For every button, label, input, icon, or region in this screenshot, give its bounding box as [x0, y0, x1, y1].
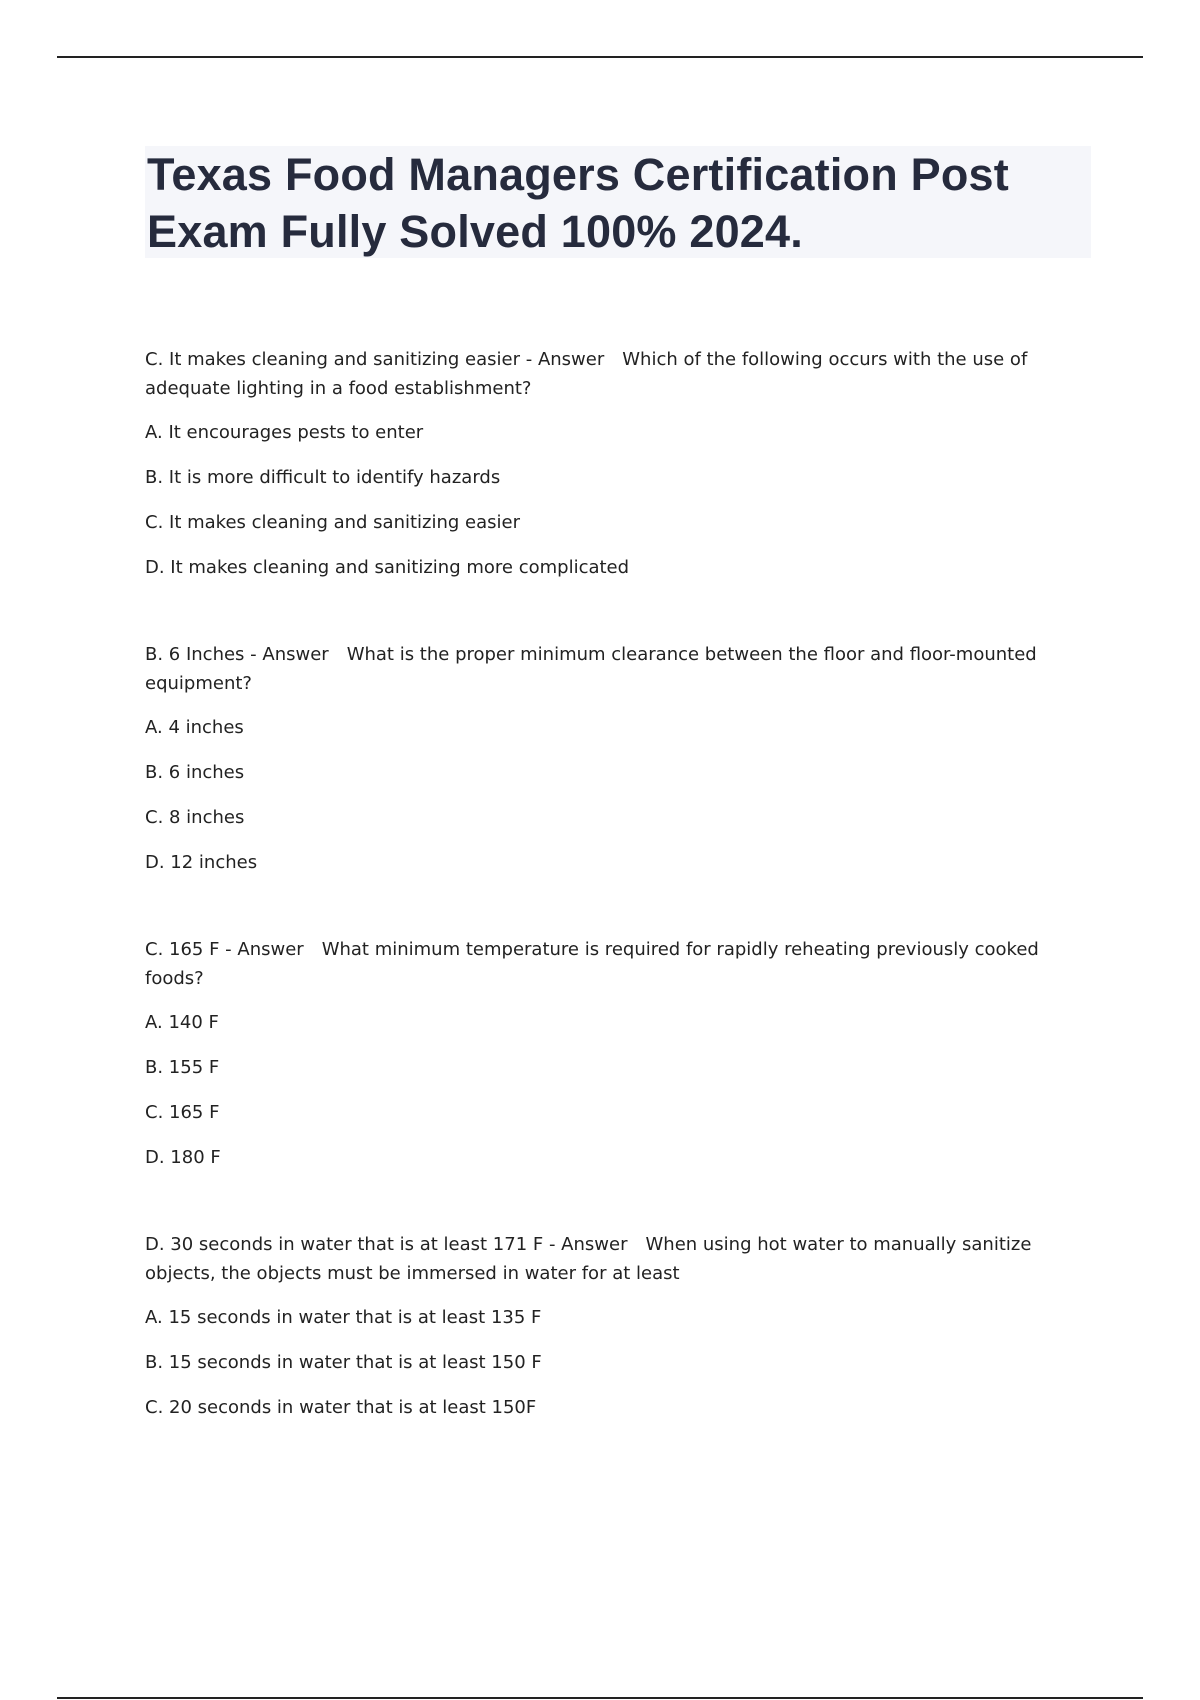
- option-item: D. 12 inches: [145, 852, 258, 873]
- title-block: [145, 146, 1091, 258]
- question-block-4: [145, 1230, 1065, 1422]
- top-rule: [57, 56, 1143, 58]
- question-block-2: [145, 640, 1065, 877]
- bottom-rule: [57, 1697, 1143, 1699]
- option-item: C. 165 F: [145, 1102, 220, 1123]
- answer-text: B. 6 Inches - Answer: [145, 644, 329, 665]
- option-item: C. 8 inches: [145, 807, 245, 828]
- question-text: When using hot water to manually sanitize objects, the objects must be immersed in water for at least: [145, 1234, 1032, 1284]
- options-list: [145, 418, 1065, 582]
- option-item: A. 15 seconds in water that is at least 135 F: [145, 1307, 542, 1328]
- option-item: A. It encourages pests to enter: [145, 422, 424, 443]
- question-heading: [145, 345, 1065, 403]
- answer-text: C. It makes cleaning and sanitizing easier - Answer: [145, 349, 605, 370]
- option-item: C. It makes cleaning and sanitizing easier: [145, 512, 521, 533]
- answer-text: C. 165 F - Answer: [145, 939, 304, 960]
- question-text: What minimum temperature is required for rapidly reheating previously cooked foods?: [145, 939, 1039, 989]
- question-text: Which of the following occurs with the use of adequate lighting in a food establishment?: [145, 349, 1028, 399]
- question-block-1: [145, 345, 1065, 582]
- option-item: B. 6 inches: [145, 762, 245, 783]
- option-item: B. 155 F: [145, 1057, 220, 1078]
- option-item: D. It makes cleaning and sanitizing more complicated: [145, 557, 630, 578]
- question-list: [145, 345, 1065, 1480]
- option-item: D. 180 F: [145, 1147, 221, 1168]
- question-heading: [145, 935, 1065, 993]
- question-heading: [145, 1230, 1065, 1288]
- option-item: C. 20 seconds in water that is at least 150F: [145, 1397, 537, 1418]
- option-item: A. 4 inches: [145, 717, 244, 738]
- page-title: Texas Food Managers Certification Post Exam Fully Solved 100% 2024.: [147, 149, 1009, 257]
- options-list: [145, 1303, 1065, 1422]
- options-list: [145, 713, 1065, 877]
- options-list: [145, 1008, 1065, 1172]
- answer-text: D. 30 seconds in water that is at least 171 F - Answer: [145, 1234, 628, 1255]
- question-heading: [145, 640, 1065, 698]
- question-block-3: [145, 935, 1065, 1172]
- option-item: B. 15 seconds in water that is at least 150 F: [145, 1352, 542, 1373]
- question-text: What is the proper minimum clearance between the floor and floor-mounted equipment?: [145, 644, 1037, 694]
- option-item: A. 140 F: [145, 1012, 219, 1033]
- option-item: B. It is more difficult to identify hazards: [145, 467, 501, 488]
